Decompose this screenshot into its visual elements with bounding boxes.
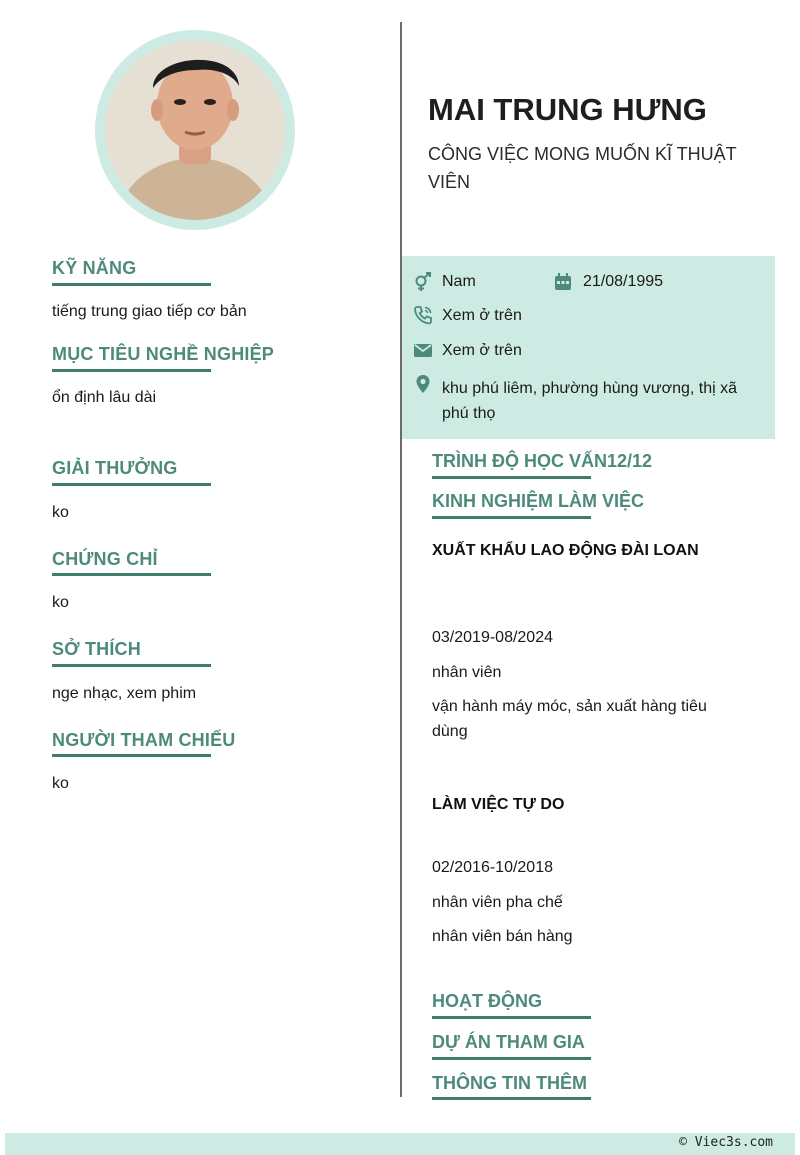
- gender-icon: [413, 272, 433, 292]
- envelope-icon: [413, 340, 433, 360]
- certificates-title: CHỨNG CHỈ: [52, 549, 158, 569]
- job-role: nhân viên: [432, 664, 502, 681]
- skills-title: KỸ NĂNG: [52, 258, 137, 278]
- more-info-underline: [432, 1097, 591, 1100]
- activities-underline: [432, 1016, 591, 1019]
- contact-box: [402, 256, 775, 439]
- candidate-name: MAI TRUNG HƯNG: [428, 92, 707, 127]
- desired-position: CÔNG VIỆC MONG MUỐN KĨ THUẬT VIÊN: [428, 144, 737, 192]
- job-description: vận hành máy móc, sản xuất hàng tiêu dùng: [432, 698, 707, 740]
- avatar: [105, 40, 285, 220]
- calendar-icon: [553, 272, 573, 292]
- hobbies-title: SỞ THÍCH: [52, 639, 141, 659]
- job-period: 03/2019-08/2024: [432, 629, 553, 646]
- objective-underline: [52, 369, 211, 372]
- projects-title: DỰ ÁN THAM GIA: [432, 1032, 585, 1052]
- skills-underline: [52, 283, 211, 286]
- footer-bar: [5, 1133, 795, 1155]
- references-text: ko: [52, 775, 69, 792]
- more-info-title: THÔNG TIN THÊM: [432, 1073, 587, 1093]
- references-title: NGƯỜI THAM CHIẾU: [52, 730, 236, 750]
- certificates-underline: [52, 573, 211, 576]
- birthday-value: 21/08/1995: [583, 273, 664, 290]
- certificates-text: ko: [52, 594, 69, 611]
- location-pin-icon: [413, 374, 433, 394]
- job-description: nhân viên bán hàng: [432, 928, 573, 945]
- column-divider: [400, 22, 402, 1097]
- activities-title: HOẠT ĐỘNG: [432, 991, 542, 1011]
- address-value: khu phú liêm, phường hùng vương, thị xã phú thọ: [442, 380, 738, 422]
- awards-text: ko: [52, 504, 69, 521]
- experience-underline: [432, 516, 591, 519]
- phone-value: Xem ở trên: [442, 307, 522, 324]
- avatar-portrait: [105, 40, 285, 220]
- footer-copyright: © Viec3s.com: [679, 1135, 773, 1150]
- job-company: LÀM VIỆC TỰ DO: [432, 796, 565, 813]
- job-period: 02/2016-10/2018: [432, 859, 553, 876]
- objective-text: ổn định lâu dài: [52, 389, 157, 406]
- education-title: TRÌNH ĐỘ HỌC VẤN12/12: [432, 451, 653, 471]
- phone-icon: [413, 305, 433, 325]
- awards-title: GIẢI THƯỞNG: [52, 458, 178, 478]
- hobbies-text: nge nhạc, xem phim: [52, 685, 197, 702]
- education-underline: [432, 476, 591, 479]
- hobbies-underline: [52, 664, 211, 667]
- job-company: XUẤT KHẨU LAO ĐỘNG ĐÀI LOAN: [432, 542, 699, 559]
- projects-underline: [432, 1057, 591, 1060]
- objective-title: MỤC TIÊU NGHỀ NGHIỆP: [52, 344, 275, 364]
- email-value: Xem ở trên: [442, 342, 522, 359]
- awards-underline: [52, 483, 211, 486]
- gender-value: Nam: [442, 273, 476, 290]
- job-role: nhân viên pha chế: [432, 894, 563, 911]
- skills-text: tiếng trung giao tiếp cơ bản: [52, 303, 247, 320]
- experience-title: KINH NGHIỆM LÀM VIỆC: [432, 491, 645, 511]
- references-underline: [52, 754, 211, 757]
